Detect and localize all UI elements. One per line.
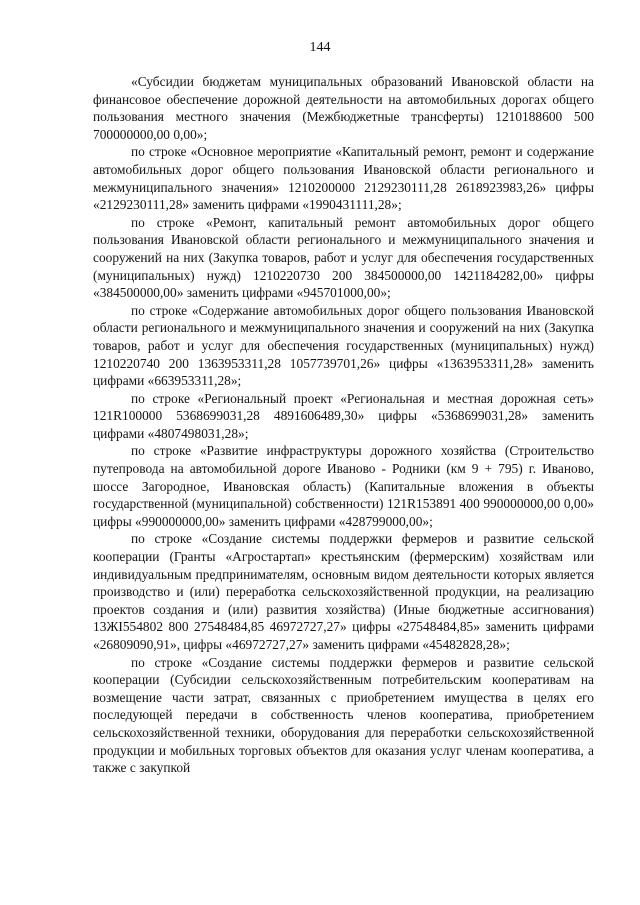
paragraph-1: «Субсидии бюджетам муниципальных образований Ивановской области на финансовое обеспечение дорожной деятельности на автомобильных дорогах общего пользования местного значения (Межбюджетные трансферты) 1210188600 500 700000000,00 0,00»;: [93, 74, 594, 142]
paragraph-2: по строке «Основное мероприятие «Капитальный ремонт, ремонт и содержание автомобильных дорог общего пользования Ивановской области регионального и межмуниципального значения» 1210200000 2129230111,28 2618923983,26» цифры «2129230111,28» заменить цифрами «1990431111,28»;: [93, 144, 594, 213]
document-body: [93, 73, 594, 777]
paragraph-8: по строке «Создание системы поддержки фермеров и развитие сельской кооперации (Субсидии сельскохозяйственным потребительским кооперативам на возмещение части затрат, связанных с приобретением имущества в целях его последующей передачи в собственность членов кооператива, приобретением сельскохозяйственной техники, оборудования для переработки сельскохозяйственной продукции и мобильных торговых объектов для оказания услуг членам кооператива, а также с закупкой: [93, 654, 594, 776]
paragraph-7: по строке «Создание системы поддержки фермеров и развитие сельской кооперации (Гранты «Агростартап» крестьянским (фермерским) хозяйствам или индивидуальным предпринимателям, основным видом деятельности которых является производство и (или) переработка сельскохозяйственной продукции, на реализацию проектов создания и (или) развития хозяйства) (Иные бюджетные ассигнования) 13ЖI554802 800 27548484,85 46972727,27» цифры «27548484,85» заменить цифрами «26809090,91», цифры «46972727,27» заменить цифрами «45482828,28»;: [93, 531, 594, 652]
paragraph-6: по строке «Развитие инфраструктуры дорожного хозяйства (Строительство путепровода на автомобильной дороге Иваново - Родники (км 9 + 795) г. Иваново, шоссе Загородное, Ивановская область) (Капитальные вложения в объекты государственной (муниципальной) собственности) 121R153891 400 990000000,00 0,00» цифры «990000000,00» заменить цифрами «428799000,00»;: [93, 443, 594, 529]
paragraph-5: по строке «Региональный проект «Региональная и местная дорожная сеть» 121R100000 5368699031,28 4891606489,30» цифры «5368699031,28» заменить цифрами «4807498031,28»;: [93, 390, 594, 441]
paragraph-4: по строке «Содержание автомобильных дорог общего пользования Ивановской области регионального и межмуниципального значения и сооружений на них (Закупка товаров, работ и услуг для обеспечения государственных (муниципальных) нужд) 1210220740 200 1363953311,28 1057739701,26» цифры «1363953311,28» заменить цифрами «663953311,28»;: [93, 302, 594, 389]
paragraph-3: по строке «Ремонт, капитальный ремонт автомобильных дорог общего пользования Ивановской области регионального и межмуниципального значения и сооружений на них (Закупка товаров, работ и услуг для обеспечения государственных (муниципальных) нужд) 1210220730 200 384500000,00 1421184282,00» цифры «384500000,00» заменить цифрами «945701000,00»;: [93, 214, 594, 301]
page-number: 144: [309, 40, 331, 55]
